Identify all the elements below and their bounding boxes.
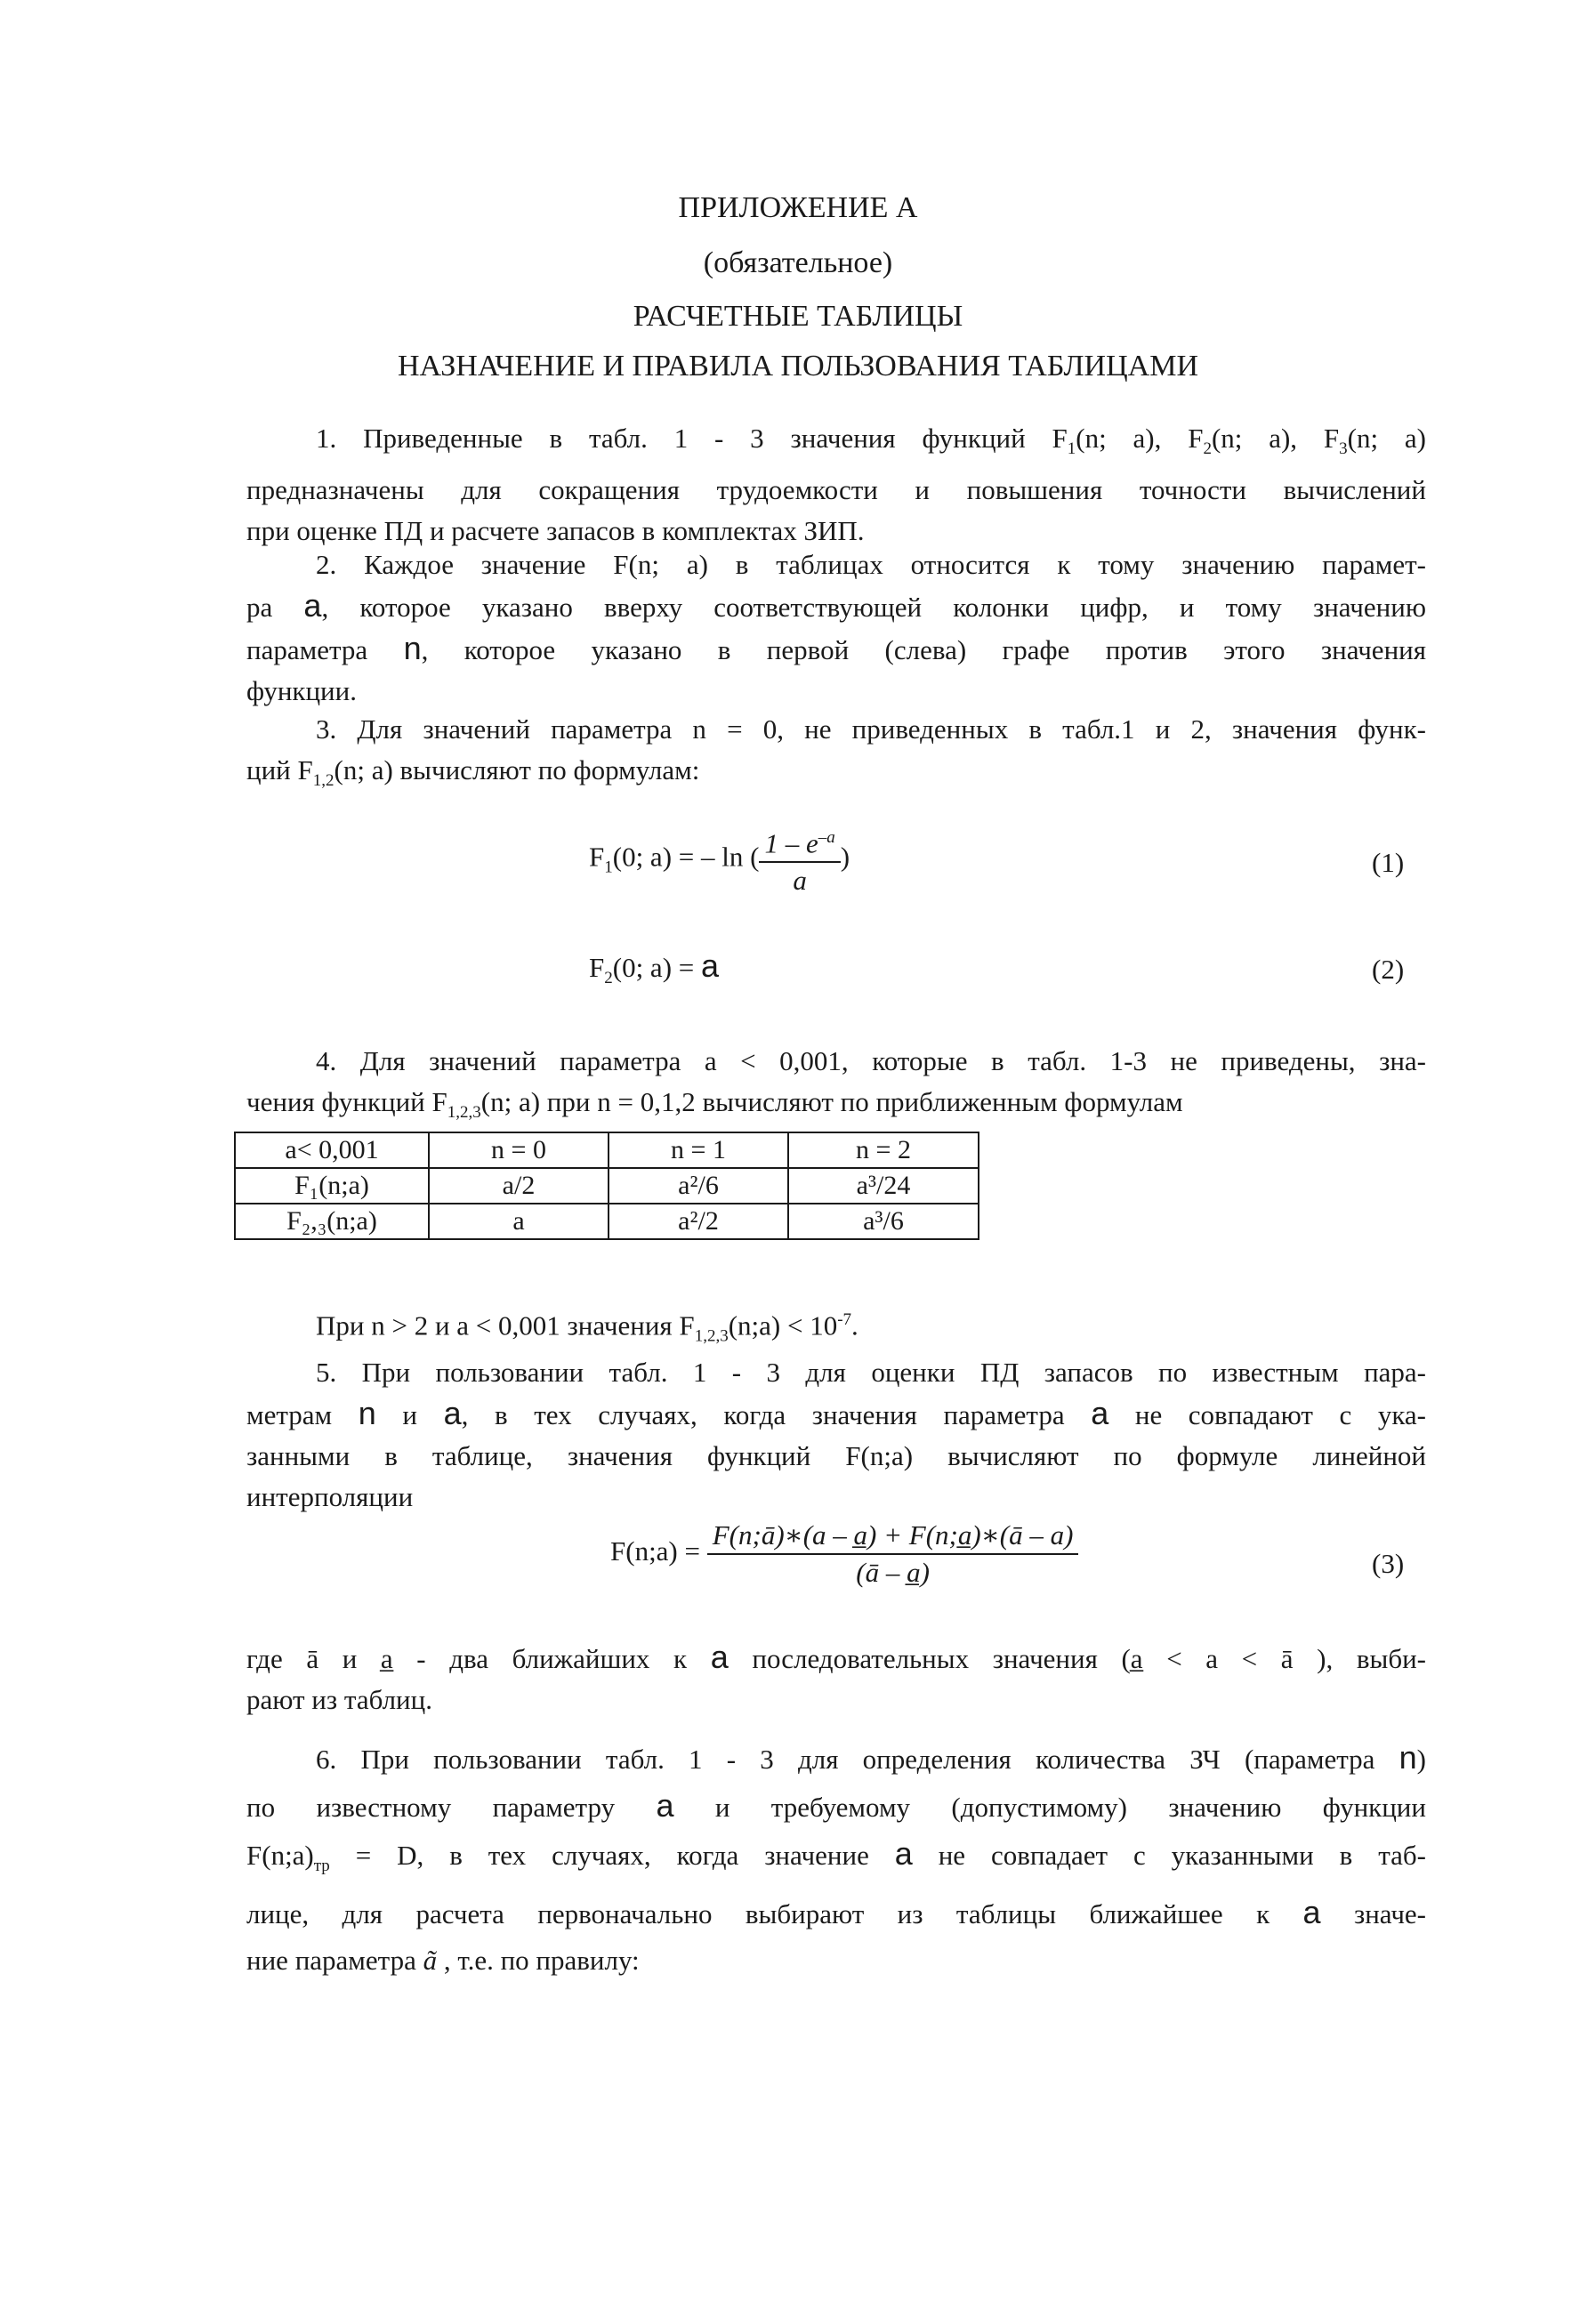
- p1-sub-1: 1: [1067, 439, 1076, 459]
- p6-line-4a: лице, для расчета первоначально выбирают из таблицы ближайшее к: [246, 1898, 1303, 1930]
- p1-line-2: предназначены для сокращения трудоемкости и повышения точности вычислений: [246, 474, 1426, 506]
- eq2-lhs-rest: (0; a) =: [612, 952, 702, 983]
- note-text-c: .: [851, 1309, 858, 1341]
- eq2-rhs: a: [701, 947, 720, 984]
- p3-line-2b: (n; a) вычисляют по формулам:: [334, 754, 700, 785]
- p6-param-a-2: a: [894, 1835, 913, 1872]
- table-header-cell: a< 0,001: [235, 1132, 429, 1168]
- p6-line-2b: и требуемому (допустимому) значению функции: [673, 1792, 1426, 1823]
- eq1-denominator: a: [793, 865, 807, 897]
- p5-param-a: a: [443, 1395, 462, 1431]
- p3-line-2a: ций F: [246, 754, 313, 785]
- p2-param-n: n: [403, 630, 422, 666]
- p5-line-4: интерполяции: [246, 1481, 414, 1512]
- equation-1-number: (1): [1372, 847, 1405, 878]
- purpose-heading: НАЗНАЧЕНИЕ И ПРАВИЛА ПОЛЬЗОВАНИЯ ТАБЛИЦАМИ: [397, 350, 1199, 383]
- p6-line-2a: по известному параметру: [246, 1792, 657, 1823]
- p6-line-1a: 6. При пользовании табл. 1 - 3 для определения количества ЗЧ (параметра: [316, 1744, 1399, 1775]
- eq2-lhs: F: [589, 952, 605, 983]
- table-cell: a³/24: [788, 1168, 979, 1204]
- note-sup: -7: [837, 1310, 852, 1329]
- p5b-param-a: a: [710, 1639, 729, 1675]
- p4-sub: 1,2,3: [447, 1103, 481, 1123]
- p5-line-3: занными в таблице, значения функций F(n;a) вычисляют по формуле линейной: [246, 1440, 1426, 1471]
- eq3-lhs: F(n;a) =: [610, 1535, 707, 1567]
- p5b-line-2: рают из таблиц.: [246, 1684, 432, 1715]
- table-row: [235, 1168, 979, 1204]
- p6-param-n: n: [1399, 1739, 1417, 1776]
- eq3-fraction: [707, 1518, 1079, 1591]
- table-cell: a³/6: [788, 1204, 979, 1239]
- table-cell: F₁(n;a): [235, 1168, 429, 1204]
- p5-line-2b: и: [375, 1399, 444, 1430]
- tables-heading: РАСЧЕТНЫЕ ТАБЛИЦЫ: [633, 300, 963, 333]
- p5-line-2d: не совпадают с ука-: [1108, 1399, 1427, 1430]
- paragraph-2: [246, 544, 1426, 712]
- p2-line-2a: ра: [246, 592, 304, 623]
- p6-line-3c: не совпадает с указанными в таб-: [912, 1840, 1427, 1871]
- table-row: [235, 1204, 979, 1239]
- p2-line-3a: параметра: [246, 634, 404, 665]
- paragraph-4: [246, 1041, 1426, 1133]
- p5b-line-1a: где ā и a̲ - два ближайших к: [246, 1643, 711, 1674]
- eq3-numerator: F(n;ā)∗(a – a̲) + F(n;a̲)∗(ā – a): [707, 1518, 1079, 1555]
- p1-line-3: при оценке ПД и расчете запасов в комплектах ЗИП.: [246, 515, 865, 547]
- equation-3-number: (3): [1372, 1548, 1405, 1579]
- p5-param-a-2: a: [1091, 1395, 1109, 1431]
- paragraph-1: [246, 418, 1426, 552]
- table-header-cell: n = 2: [788, 1132, 979, 1168]
- p5-line-2c: , в тех случаях, когда значения параметра: [461, 1399, 1092, 1430]
- table-cell: a²/6: [609, 1168, 788, 1204]
- p4-line-2b: (n; a) при n = 0,1,2 вычисляют по приближенным формулам: [480, 1086, 1183, 1117]
- table-cell: F₂,₃(n;a): [235, 1204, 429, 1239]
- table-header-cell: n = 1: [609, 1132, 788, 1168]
- p4-line-2a: чения функций F: [246, 1086, 447, 1117]
- mandatory-label: (обязательное): [703, 246, 893, 279]
- p4-line-1: 4. Для значений параметра a < 0,001, которые в табл. 1-3 не приведены, зна-: [316, 1045, 1426, 1076]
- paragraph-3: [246, 709, 1426, 802]
- p6-sub-tr: тр: [313, 1857, 330, 1876]
- p5b-line-1b: последовательных значения (a̲ < a < ā ), выби-: [728, 1643, 1426, 1674]
- equation-2: [589, 948, 719, 996]
- p3-sub: 1,2: [312, 771, 335, 791]
- p6-line-1b: ): [1416, 1744, 1426, 1775]
- eq1-lhs-rest: (0; a) = – ln (: [612, 841, 760, 873]
- equation-3: [610, 1518, 1078, 1591]
- eq1-exponent: –a: [818, 828, 835, 847]
- p1-sub-3: 3: [1339, 439, 1348, 459]
- eq1-lhs: F: [589, 841, 605, 873]
- p3-line-1: 3. Для значений параметра n = 0, не приведенных в табл.1 и 2, значения функ-: [316, 713, 1426, 745]
- p1-text-a: 1. Приведенные в табл. 1 - 3 значения функций F: [316, 423, 1068, 454]
- note-text-b: (n;a) < 10: [728, 1309, 838, 1341]
- p1-text-c: (n; a), F: [1211, 423, 1340, 454]
- equation-2-number: (2): [1372, 954, 1405, 985]
- equation-1: [589, 820, 850, 898]
- p5-line-1: 5. При пользовании табл. 1 - 3 для оценки ПД запасов по известным пара-: [316, 1357, 1426, 1388]
- eq1-close: ): [840, 841, 850, 873]
- p2-param-a: a: [303, 587, 322, 624]
- p2-line-3b: , которое указано в первой (слева) графе против этого значения: [421, 634, 1427, 665]
- p6-line-4b: значе-: [1320, 1898, 1426, 1930]
- approximation-table: [234, 1132, 979, 1240]
- p1-sub-2: 2: [1203, 439, 1212, 459]
- appendix-heading: ПРИЛОЖЕНИЕ А: [678, 191, 918, 224]
- table-cell: a: [429, 1204, 609, 1239]
- paragraph-6: [246, 1735, 1426, 1984]
- paragraph-5: [246, 1352, 1426, 1518]
- eq3-denominator: (ā – a̲): [856, 1557, 930, 1588]
- p1-text-b: (n; a), F: [1076, 423, 1204, 454]
- table-header-row: [235, 1132, 979, 1168]
- p6-line-5b: , т.е. по правилу:: [437, 1945, 640, 1977]
- eq1-numerator: 1 – e: [764, 827, 818, 859]
- eq1-fraction: [759, 820, 840, 898]
- table-cell: a/2: [429, 1168, 609, 1204]
- p2-line-1: 2. Каждое значение F(n; a) в таблицах относится к тому значению парамет-: [316, 549, 1426, 580]
- p2-line-4: функции.: [246, 675, 357, 706]
- note-sub: 1,2,3: [694, 1326, 729, 1346]
- table-cell: a²/2: [609, 1204, 788, 1239]
- p6-line-3a: F(n;a): [246, 1840, 314, 1871]
- p5-line-2a: метрам: [246, 1399, 359, 1430]
- p6-param-a-3: a: [1302, 1894, 1321, 1931]
- p6-line-3b: = D, в тех случаях, когда значение: [329, 1840, 895, 1871]
- note-text-a: При n > 2 и a < 0,001 значения F: [316, 1309, 695, 1341]
- table-header-cell: n = 0: [429, 1132, 609, 1168]
- eq2-lhs-sub: 2: [604, 969, 613, 988]
- p6-line-5a: ние параметра: [246, 1945, 423, 1977]
- note-line: [316, 1300, 1426, 1357]
- p2-line-2b: , которое указано вверху соответствующей колонки цифр, и тому значению: [321, 592, 1426, 623]
- paragraph-5-continued: [246, 1637, 1426, 1720]
- p6-param-a-tilde: ã: [423, 1945, 438, 1977]
- p6-param-a: a: [656, 1787, 674, 1824]
- p5-param-n: n: [358, 1395, 376, 1431]
- eq1-lhs-sub: 1: [604, 858, 613, 877]
- p1-text-d: (n; a): [1347, 423, 1426, 454]
